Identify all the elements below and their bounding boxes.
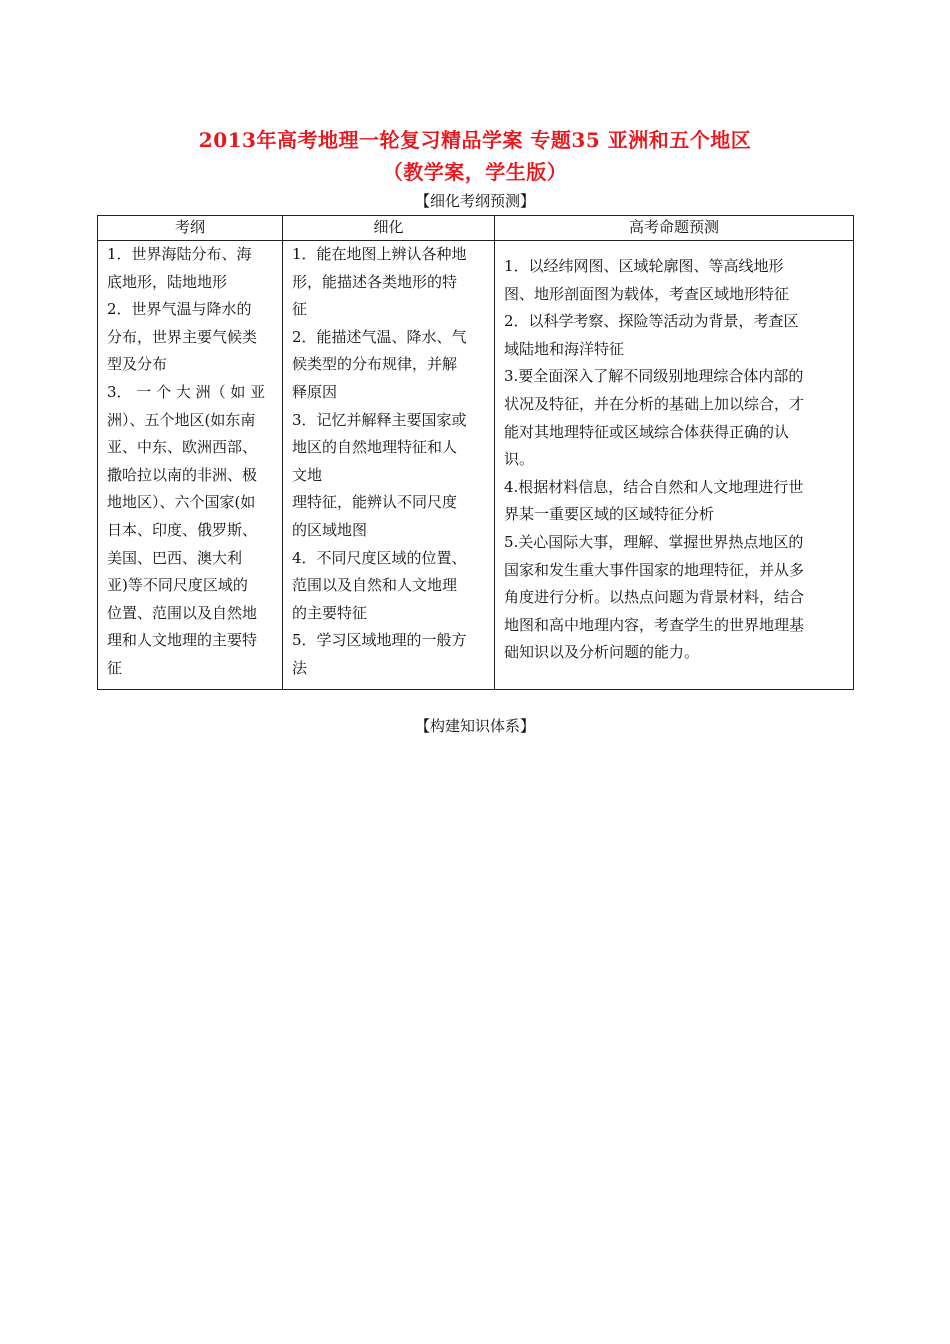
document-subtitle: （教学案，学生版） <box>382 160 568 184</box>
cell-outline <box>98 241 283 690</box>
document-title: 2013年高考地理一轮复习精品学案 专题35 亚洲和五个地区 <box>198 128 752 152</box>
section-heading-outline: 【细化考纲预测】 <box>414 192 535 210</box>
header-details: 细化 <box>283 216 495 241</box>
exam-outline-table <box>97 215 854 690</box>
header-predictions: 高考命题预测 <box>495 216 854 241</box>
cell-predictions <box>495 241 854 690</box>
section-heading-knowledge: 【构建知识体系】 <box>414 717 535 735</box>
cell-outline-text: 1．世界海陆分布、海 底地形，陆地地形 2．世界气温与降水的 分布，世界主要气候类 型及分布 3． 一 个 大 洲（ 如 亚 洲）、五个地区(如东南 亚、中东、欧洲西部、 撒哈拉以南的非洲、极 地地区）、六个国家(如 日本、印度、俄罗斯、 美国、巴西、澳大利 亚)等不同尺度区域的 位置、范围以及自然地 理和人文地理的主要特 征 <box>107 245 266 677</box>
table-header-row <box>98 216 854 241</box>
table-row <box>98 241 854 690</box>
cell-details <box>283 241 495 690</box>
cell-predictions-text: 1．以经纬网图、区域轮廓图、等高线地形 图、地形剖面图为载体，考查区域地形特征 2．以科学考察、探险等活动为背景，考查区 域陆地和海洋特征 3.要全面深入了解不同级别地理综合体内部的 状况及特征，并在分析的基础上加以综合，才 能对其地理特征或区域综合体获得正确的认 识。 4.根据材料信息，结合自然和人文地理进行世 界某一重要区域的区域特征分析 5.关心国际大事，理解、掌握世界热点地区的 国家和发生重大事件国家的地理特征，并从多 角度进行分析。以热点问题为背景材料，结合 地图和高中地理内容，考查学生的世界地理基 础知识以及分析问题的能力。 <box>504 257 805 662</box>
cell-details-text: 1．能在地图上辨认各种地 形，能描述各类地形的特 征 2．能描述气温、降水、气 候类型的分布规律，并解 释原因 3．记忆并解释主要国家或 地区的自然地理特征和人 文地 理特征，能辨认不同尺度 的区域地图 4．不同尺度区域的位置、 范围以及自然和人文地理 的主要特征 5．学习区域地理的一般方 法 <box>292 245 467 677</box>
header-outline: 考纲 <box>98 216 283 241</box>
